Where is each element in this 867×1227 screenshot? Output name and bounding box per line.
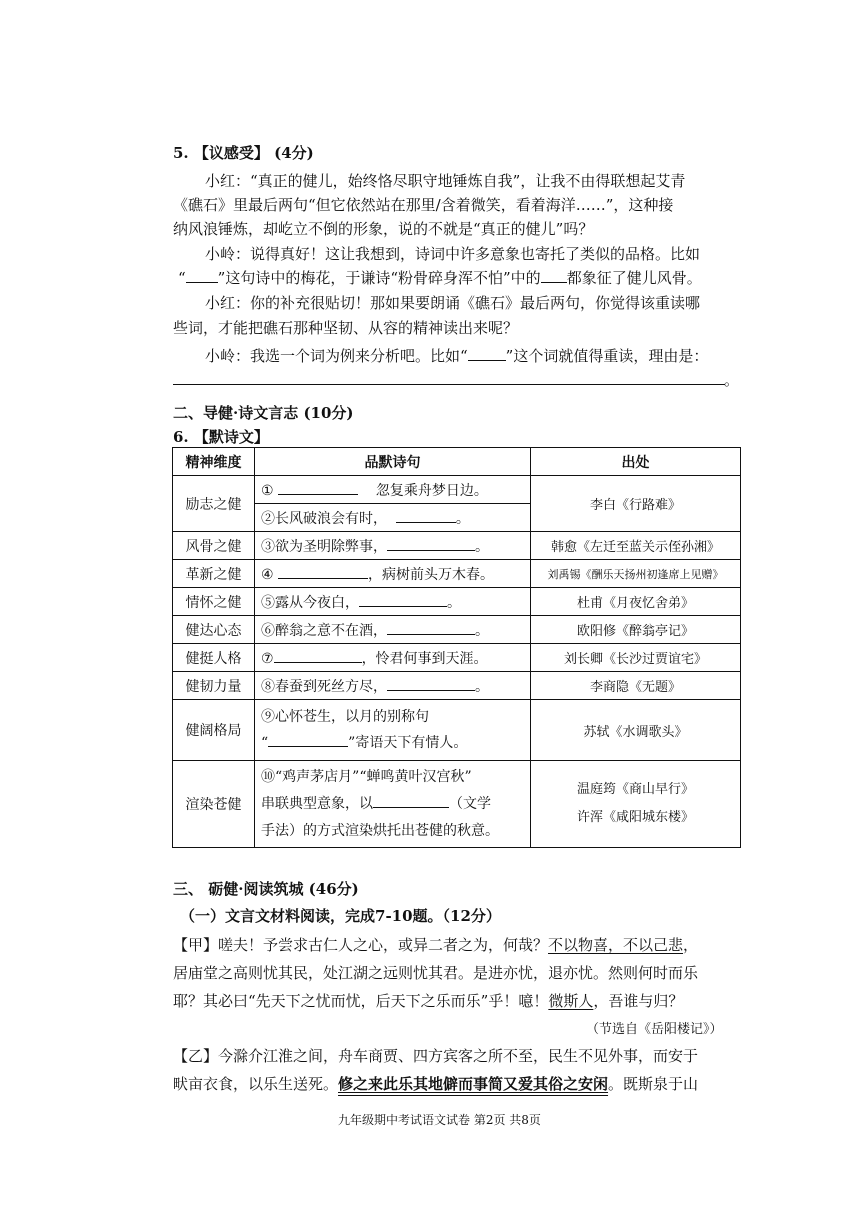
answer-line[interactable] <box>173 384 725 385</box>
table-row <box>173 672 741 700</box>
verse-cell: ⑩“鸡声茅店月”“蝉鸣黄叶汉宫秋” 串联典型意象，以 （文学 手法）的方式渲染烘托出苍健的秋意。 <box>255 761 531 848</box>
source-cell: 杜甫《月夜忆舍弟》 <box>531 588 741 616</box>
dimension-cell: 健阔格局 <box>173 700 255 761</box>
q5-paragraph-3b: 些词，才能把礁石那种坚韧、从容的精神读出来呢？ <box>173 319 519 337</box>
dimension-cell: 健达心态 <box>173 616 255 644</box>
q5-paragraph-1c: 纳风浪锤炼，却屹立不倒的形象，说的不就是“真正的健儿”吗？ <box>173 220 594 238</box>
answer-blank[interactable] <box>186 268 218 283</box>
verse-cell: ⑥醉翁之意不在酒， 。 <box>255 616 531 644</box>
verse-cell: ① 忽复乘舟梦日边。 <box>255 476 531 504</box>
header-verse: 品默诗句 <box>255 448 531 476</box>
source-cell: 温庭筠《商山早行》 许浑《咸阳城东楼》 <box>531 761 741 848</box>
passage-jia-line-2: 居庙堂之高则忧其民，处江湖之远则忧其君。是进亦忧，退亦忧。然则何时而乐 <box>173 964 699 982</box>
dimension-cell: 健挺人格 <box>173 644 255 672</box>
passage-jia-line-3: 耶？其必曰“先天下之忧而忧，后天下之乐而乐”乎！噫！微斯人，吾谁与归？ <box>173 992 684 1010</box>
table-row <box>173 616 741 644</box>
q5-paragraph-4: 小岭：我选一个词为例来分析吧。比如“ ”这个词就值得重读，理由是： <box>205 347 709 365</box>
table-header-row <box>173 448 741 476</box>
section-3-subheading: （一）文言文材料阅读，完成7-10题。（12分） <box>180 907 501 925</box>
q5-paragraph-3: 小红：你的补充很贴切！那如果要朗诵《礁石》最后两句，你觉得该重读哪 <box>205 294 701 312</box>
verse-cell: ⑤露从今夜白， 。 <box>255 588 531 616</box>
answer-blank[interactable] <box>278 494 358 495</box>
verse-cell: ③欲为圣明除弊事， 。 <box>255 532 531 560</box>
answer-blank[interactable] <box>274 662 362 663</box>
dimension-cell: 革新之健 <box>173 560 255 588</box>
answer-blank[interactable] <box>278 578 368 579</box>
answer-line-period: 。 <box>724 371 740 389</box>
poem-table <box>172 447 741 848</box>
source-cell: 李商隐《无题》 <box>531 672 741 700</box>
source-cell: 苏轼《水调歌头》 <box>531 700 741 761</box>
table-row <box>173 476 741 504</box>
passage-jia-line-1: 【甲】嗟夫！予尝求古仁人之心，或异二者之为，何哉？不以物喜，不以己悲， <box>173 936 699 954</box>
answer-blank[interactable] <box>468 346 506 361</box>
table-row <box>173 700 741 761</box>
passage-yi-line-1: 【乙】今滁介江淮之间，舟车商贾、四方宾客之所不至，民生不见外事，而安于 <box>173 1047 699 1065</box>
answer-blank[interactable] <box>387 634 475 635</box>
answer-blank[interactable] <box>387 690 475 691</box>
source-cell: 欧阳修《醉翁亭记》 <box>531 616 741 644</box>
source-cell: 韩愈《左迁至蓝关示侄孙湘》 <box>531 532 741 560</box>
q5-paragraph-2: 小岭：说得真好！这让我想到，诗词中许多意象也寄托了类似的品格。比如 <box>205 245 701 263</box>
section-3-heading: 三、 砺健·阅读筑城 (46分) <box>173 880 359 898</box>
table-row <box>173 532 741 560</box>
answer-blank[interactable] <box>541 268 567 283</box>
answer-blank[interactable] <box>387 550 475 551</box>
answer-blank[interactable] <box>373 807 449 808</box>
table-row <box>173 560 741 588</box>
verse-cell: ④ ，病树前头万木春。 <box>255 560 531 588</box>
header-dimension: 精神维度 <box>173 448 255 476</box>
q5-paragraph-2b: “ ”这句诗中的梅花，于谦诗“粉骨碎身浑不怕”中的 都象征了健儿风骨。 <box>178 269 702 287</box>
header-source: 出处 <box>531 448 741 476</box>
source-cell: 刘禹锡《酬乐天扬州初逢席上见赠》 <box>531 560 741 588</box>
answer-blank[interactable] <box>268 746 348 747</box>
table-row <box>173 588 741 616</box>
table-row <box>173 644 741 672</box>
verse-cell: ⑧春蚕到死丝方尽， 。 <box>255 672 531 700</box>
verse-cell: ⑦ ，怜君何事到天涯。 <box>255 644 531 672</box>
verse-cell: ②长风破浪会有时， 。 <box>255 504 531 532</box>
answer-blank[interactable] <box>396 522 456 523</box>
dimension-cell: 渲染苍健 <box>173 761 255 848</box>
q5-paragraph-1b: 《礁石》里最后两句“但它依然站在那里/含着微笑，看着海洋……”，这种接 <box>173 196 674 214</box>
source-cell: 刘长卿《长沙过贾谊宅》 <box>531 644 741 672</box>
verse-cell: ⑨心怀苍生，以月的别称句 “ ”寄语天下有情人。 <box>255 700 531 761</box>
q5-heading: 5. 【议感受】 (4分) <box>173 144 314 162</box>
q5-paragraph-1: 小红：“真正的健儿，始终恪尽职守地锤炼自我”，让我不由得联想起艾青 <box>205 172 686 190</box>
page-footer: 九年级期中考试语文试卷 第2页 共8页 <box>338 1113 541 1127</box>
dimension-cell: 励志之健 <box>173 476 255 532</box>
dimension-cell: 情怀之健 <box>173 588 255 616</box>
answer-blank[interactable] <box>359 606 447 607</box>
table-row <box>173 761 741 848</box>
q6-heading: 6. 【默诗文】 <box>173 428 269 446</box>
source-cell: 李白《行路难》 <box>531 476 741 532</box>
passage-yi-line-2: 畎亩衣食，以乐生送死。修之来此乐其地僻而事简又爱其俗之安闲。既斯泉于山 <box>173 1075 699 1093</box>
passage-jia-source: （节选自《岳阳楼记》） <box>586 1022 723 1037</box>
dimension-cell: 健韧力量 <box>173 672 255 700</box>
dimension-cell: 风骨之健 <box>173 532 255 560</box>
section-2-heading: 二、导健·诗文言志 (10分) <box>173 404 354 422</box>
